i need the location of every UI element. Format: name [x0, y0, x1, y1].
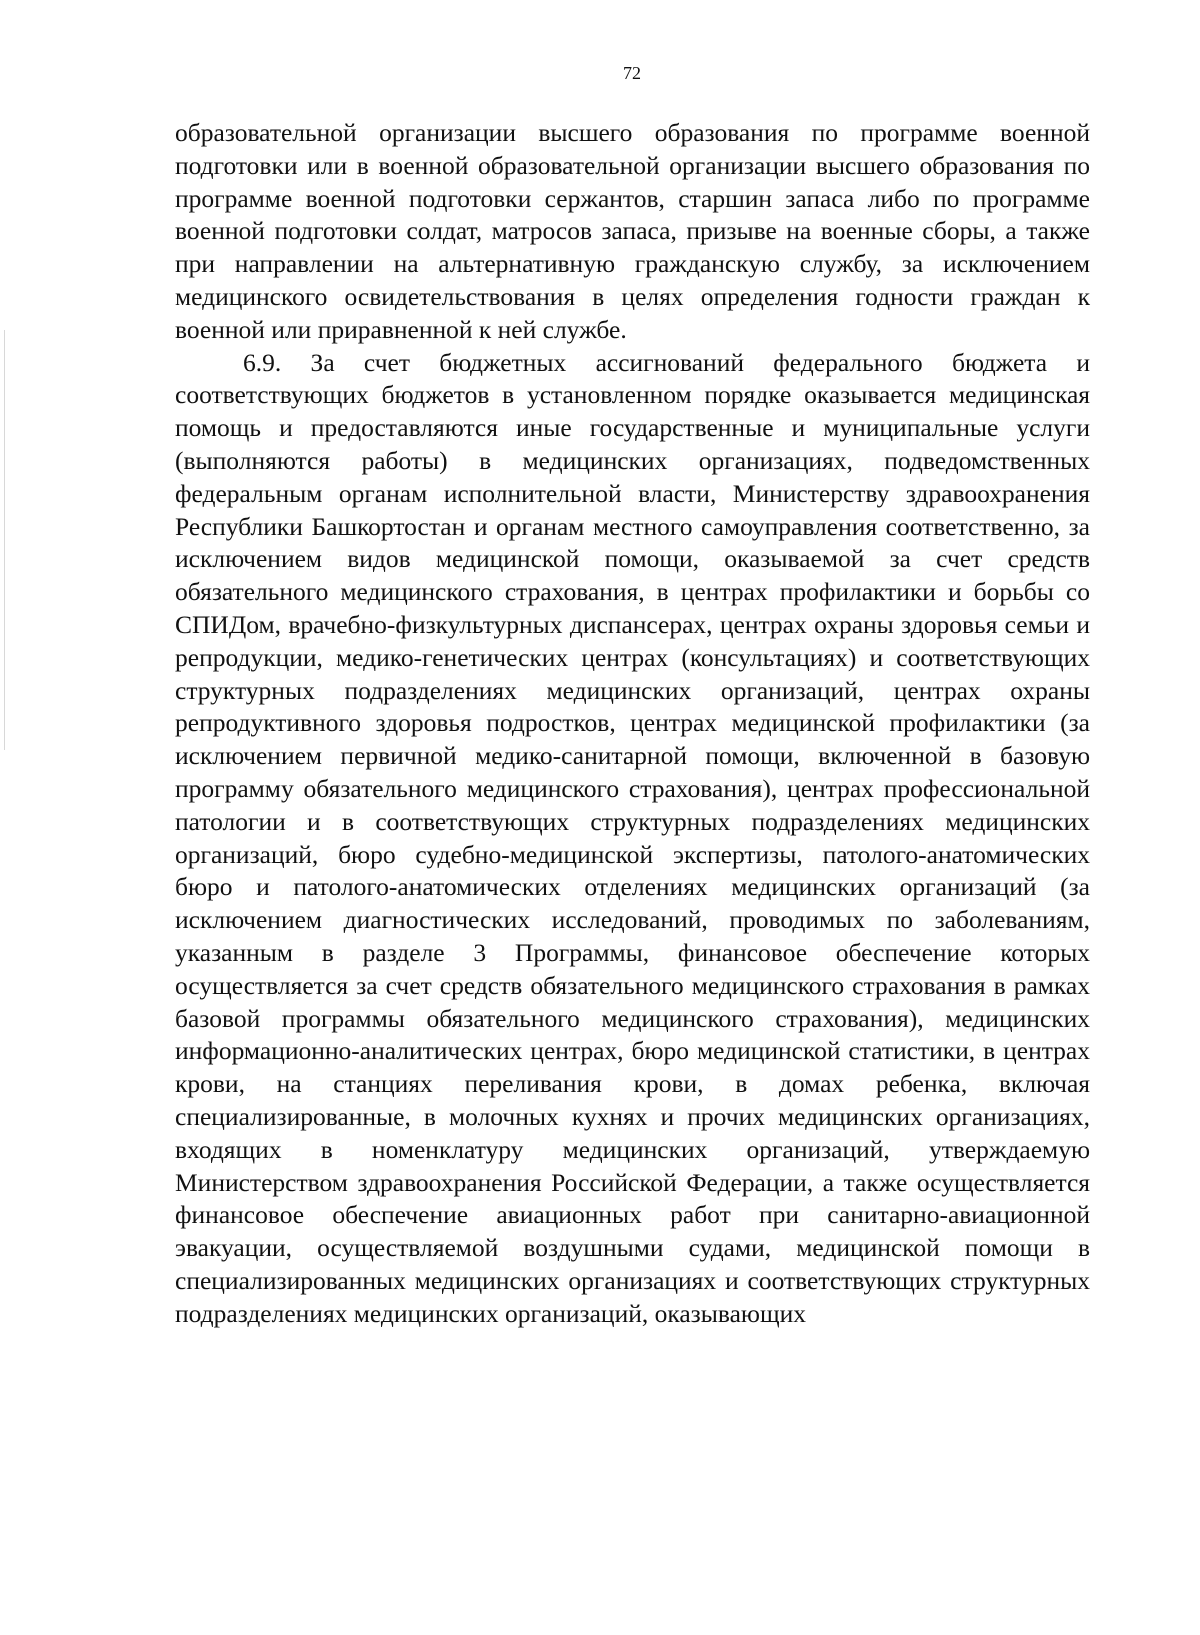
paragraph-6-9: 6.9. За счет бюджетных ассигнований федерального бюджета и соответствующих бюджетов в установленном порядке оказывается медицинская помощь и предоставляются иные государственные и муниципальные услуги (выполняются работы) в медицинских организациях, подведомственных федеральным органам исполнительной власти, Министерству здравоохранения Республики Башкортостан и органам местного самоуправления соответственно, за исключением видов медицинской помощи, оказываемой за счет средств обязательного медицинского страхования, в центрах профилактики и борьбы со СПИДом, врачебно-физкультурных диспансерах, центрах охраны здоровья семьи и репродукции, медико-генетических центрах (консультациях) и соответствующих структурных подразделениях медицинских организаций, центрах охраны репродуктивного здоровья подростков, центрах медицинской профилактики (за исключением первичной медико-санитарной помощи, включенной в базовую программу обязательного медицинского страхования), центрах профессиональной патологии и в соответствующих структурных подразделениях медицинских организаций, бюро судебно-медицинской экспертизы, патолого-анатомических бюро и патолого-анатомических отделениях медицинских организаций (за исключением диагностических исследований, проводимых по заболеваниям, указанным в разделе 3 Программы, финансовое обеспечение которых осуществляется за счет средств обязательного медицинского страхования в рамках базовой программы обязательного медицинского страхования), медицинских информационно-аналитических центрах, бюро медицинской статистики, в центрах крови, на станциях переливания крови, в домах ребенка, включая специализированные, в молочных кухнях и прочих медицинских организациях, входящих в номенклатуру медицинских организаций, утверждаемую Министерством здравоохранения Российской Федерации, а также осуществляется финансовое обеспечение авиационных работ при санитарно-авиационной эвакуации, осуществляемой воздушными судами, медицинской помощи в специализированных медицинских организациях и соответствующих структурных подразделениях медицинских организаций, оказывающих [175, 347, 1090, 1328]
page-number: 72 [623, 63, 641, 83]
body-text [175, 117, 1090, 1330]
scan-edge-line [4, 330, 5, 750]
paragraph-continuation: образовательной организации высшего образования по программе военной подготовки или в военной образовательной организации высшего образования по программе военной подготовки сержантов, старшин запаса либо по программе военной подготовки солдат, матросов запаса, призыве на военные сборы, а также при направлении на альтернативную гражданскую службу, за исключением медицинского освидетельствования в целях определения годности граждан к военной или приравненной к ней службе. [175, 118, 1090, 344]
